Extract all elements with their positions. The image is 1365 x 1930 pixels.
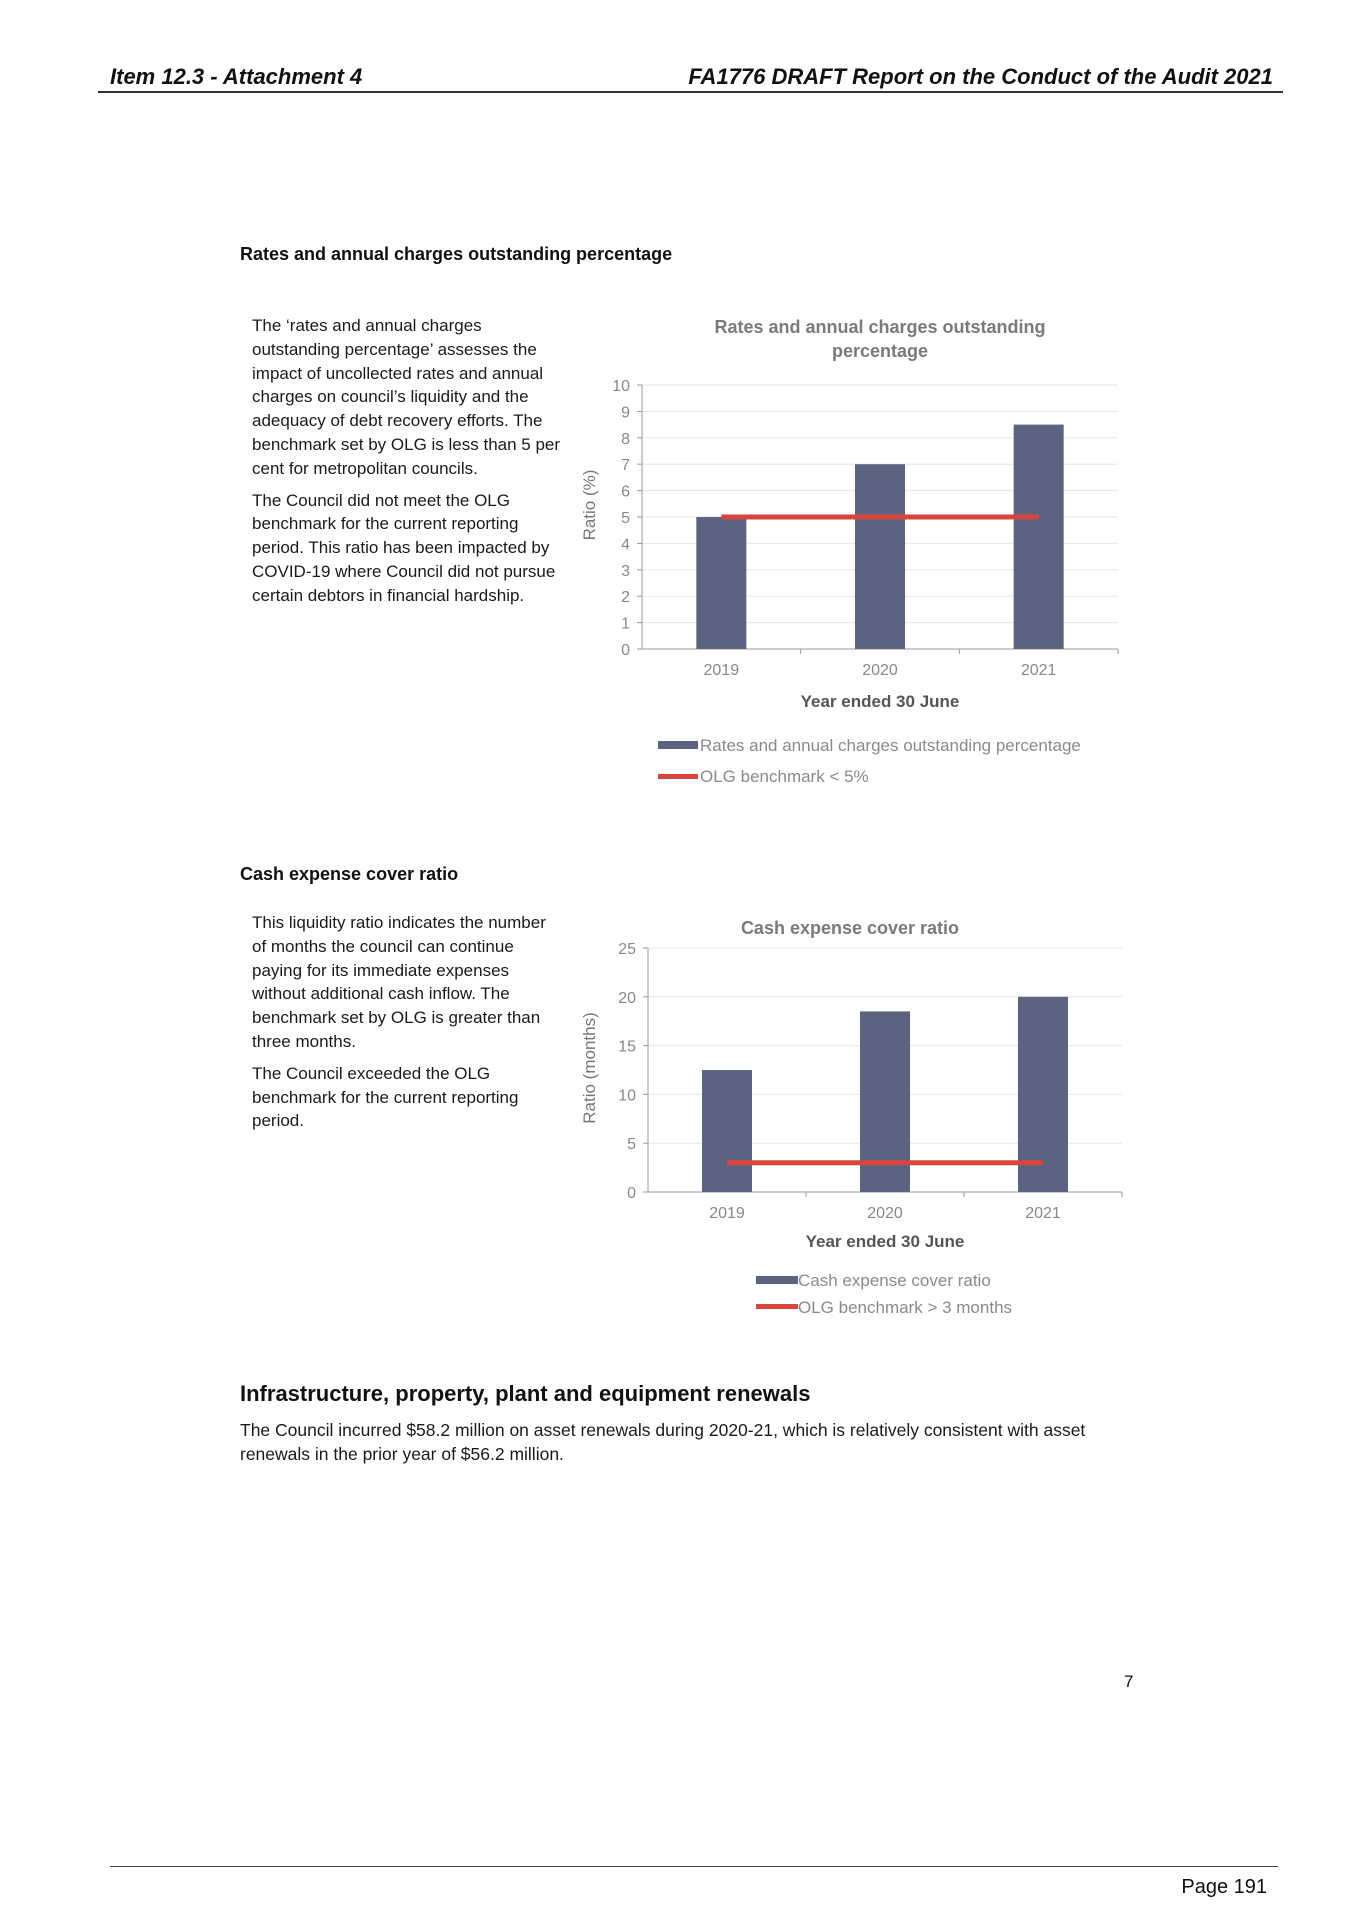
bar-2020 <box>855 464 905 649</box>
report-page-number: 7 <box>1124 1672 1134 1691</box>
legend-label-benchmark: OLG benchmark < 5% <box>700 767 869 786</box>
y-tick-label: 2 <box>621 589 630 607</box>
legend-swatch-bar <box>658 741 698 749</box>
x-axis-label: Year ended 30 June <box>805 1232 965 1251</box>
bar-2019 <box>696 517 746 649</box>
y-axis-label: Ratio (%) <box>580 469 599 541</box>
x-axis-label: Year ended 30 June <box>800 692 960 711</box>
y-tick-label: 15 <box>618 1038 636 1056</box>
y-tick-label: 9 <box>621 404 630 422</box>
y-tick-label: 3 <box>621 562 630 580</box>
legend-swatch-benchmark <box>756 1304 798 1309</box>
legend-label-bar: Rates and annual charges outstanding percentage <box>700 736 1081 755</box>
y-tick-label: 5 <box>627 1136 636 1154</box>
chart-title-line: percentage <box>831 341 929 361</box>
section-text-renewals: The Council incurred $58.2 million on asset renewals during 2020-21, which is relatively consistent with asset renewals in the prior year of $56.2 million. <box>240 1420 1086 1464</box>
legend-label-benchmark: OLG benchmark > 3 months <box>798 1298 1013 1317</box>
y-tick-label: 25 <box>618 941 636 958</box>
y-tick-label: 5 <box>621 510 630 527</box>
y-tick-label: 8 <box>621 430 630 448</box>
chart-title-line: Rates and annual charges outstanding <box>714 317 1046 337</box>
x-tick-label: 2020 <box>862 662 898 679</box>
y-tick-label: 0 <box>627 1185 636 1202</box>
section-text-cash <box>252 911 562 1141</box>
y-tick-label: 0 <box>621 642 630 659</box>
section-title-cash: Cash expense cover ratio <box>240 864 459 884</box>
footer-page-number: Page 191 <box>1181 1876 1267 1898</box>
chart-cash-expense-cover <box>570 910 1130 1330</box>
y-tick-label: 20 <box>618 989 636 1007</box>
header-left: Item 12.3 - Attachment 4 <box>110 64 363 89</box>
footer-divider <box>110 1866 1278 1867</box>
x-tick-label: 2019 <box>703 662 740 679</box>
bar-2019 <box>702 1070 752 1192</box>
y-tick-label: 6 <box>621 483 630 501</box>
y-axis-label: Ratio (months) <box>580 1012 599 1124</box>
y-tick-label: 10 <box>612 378 630 395</box>
section-text-rates <box>252 314 562 616</box>
legend-swatch-benchmark <box>658 774 698 779</box>
x-tick-label: 2021 <box>1020 662 1057 679</box>
paragraph: This liquidity ratio indicates the number of months the council can continue paying for its immediate expenses without additional cash inflow. The benchmark set by OLG is greater than three months. <box>252 913 546 1051</box>
header-right: FA1776 DRAFT Report on the Conduct of the Audit 2021 <box>688 64 1273 89</box>
x-tick-label: 2020 <box>867 1205 903 1222</box>
legend-swatch-bar <box>756 1276 798 1284</box>
paragraph: The ‘rates and annual charges outstanding percentage’ assesses the impact of uncollected rates and annual charges on council’s liquidity and the adequacy of debt recovery efforts. The benchmark set by OLG is less than 5 per cent for metropolitan councils. <box>252 316 561 478</box>
paragraph: The Council exceeded the OLG benchmark for the current reporting period. <box>252 1063 519 1131</box>
y-tick-label: 1 <box>621 615 630 633</box>
section-title-rates: Rates and annual charges outstanding percentage <box>240 244 673 264</box>
x-tick-label: 2021 <box>1025 1205 1061 1222</box>
chart-rates-outstanding <box>570 310 1130 800</box>
section-heading-renewals: Infrastructure, property, plant and equipment renewals <box>240 1381 811 1406</box>
bar-2021 <box>1014 425 1064 649</box>
y-tick-label: 4 <box>621 536 630 554</box>
header-divider <box>98 91 1283 93</box>
y-tick-label: 7 <box>621 457 630 475</box>
chart-title-line: Cash expense cover ratio <box>740 918 960 938</box>
y-tick-label: 10 <box>618 1087 636 1105</box>
legend-label-bar: Cash expense cover ratio <box>798 1271 991 1290</box>
x-tick-label: 2019 <box>709 1205 745 1222</box>
paragraph: The Council did not meet the OLG benchmark for the current reporting period. This ratio has been impacted by COVID-19 where Council did not pursue certain debtors in financial hardship. <box>252 490 556 605</box>
